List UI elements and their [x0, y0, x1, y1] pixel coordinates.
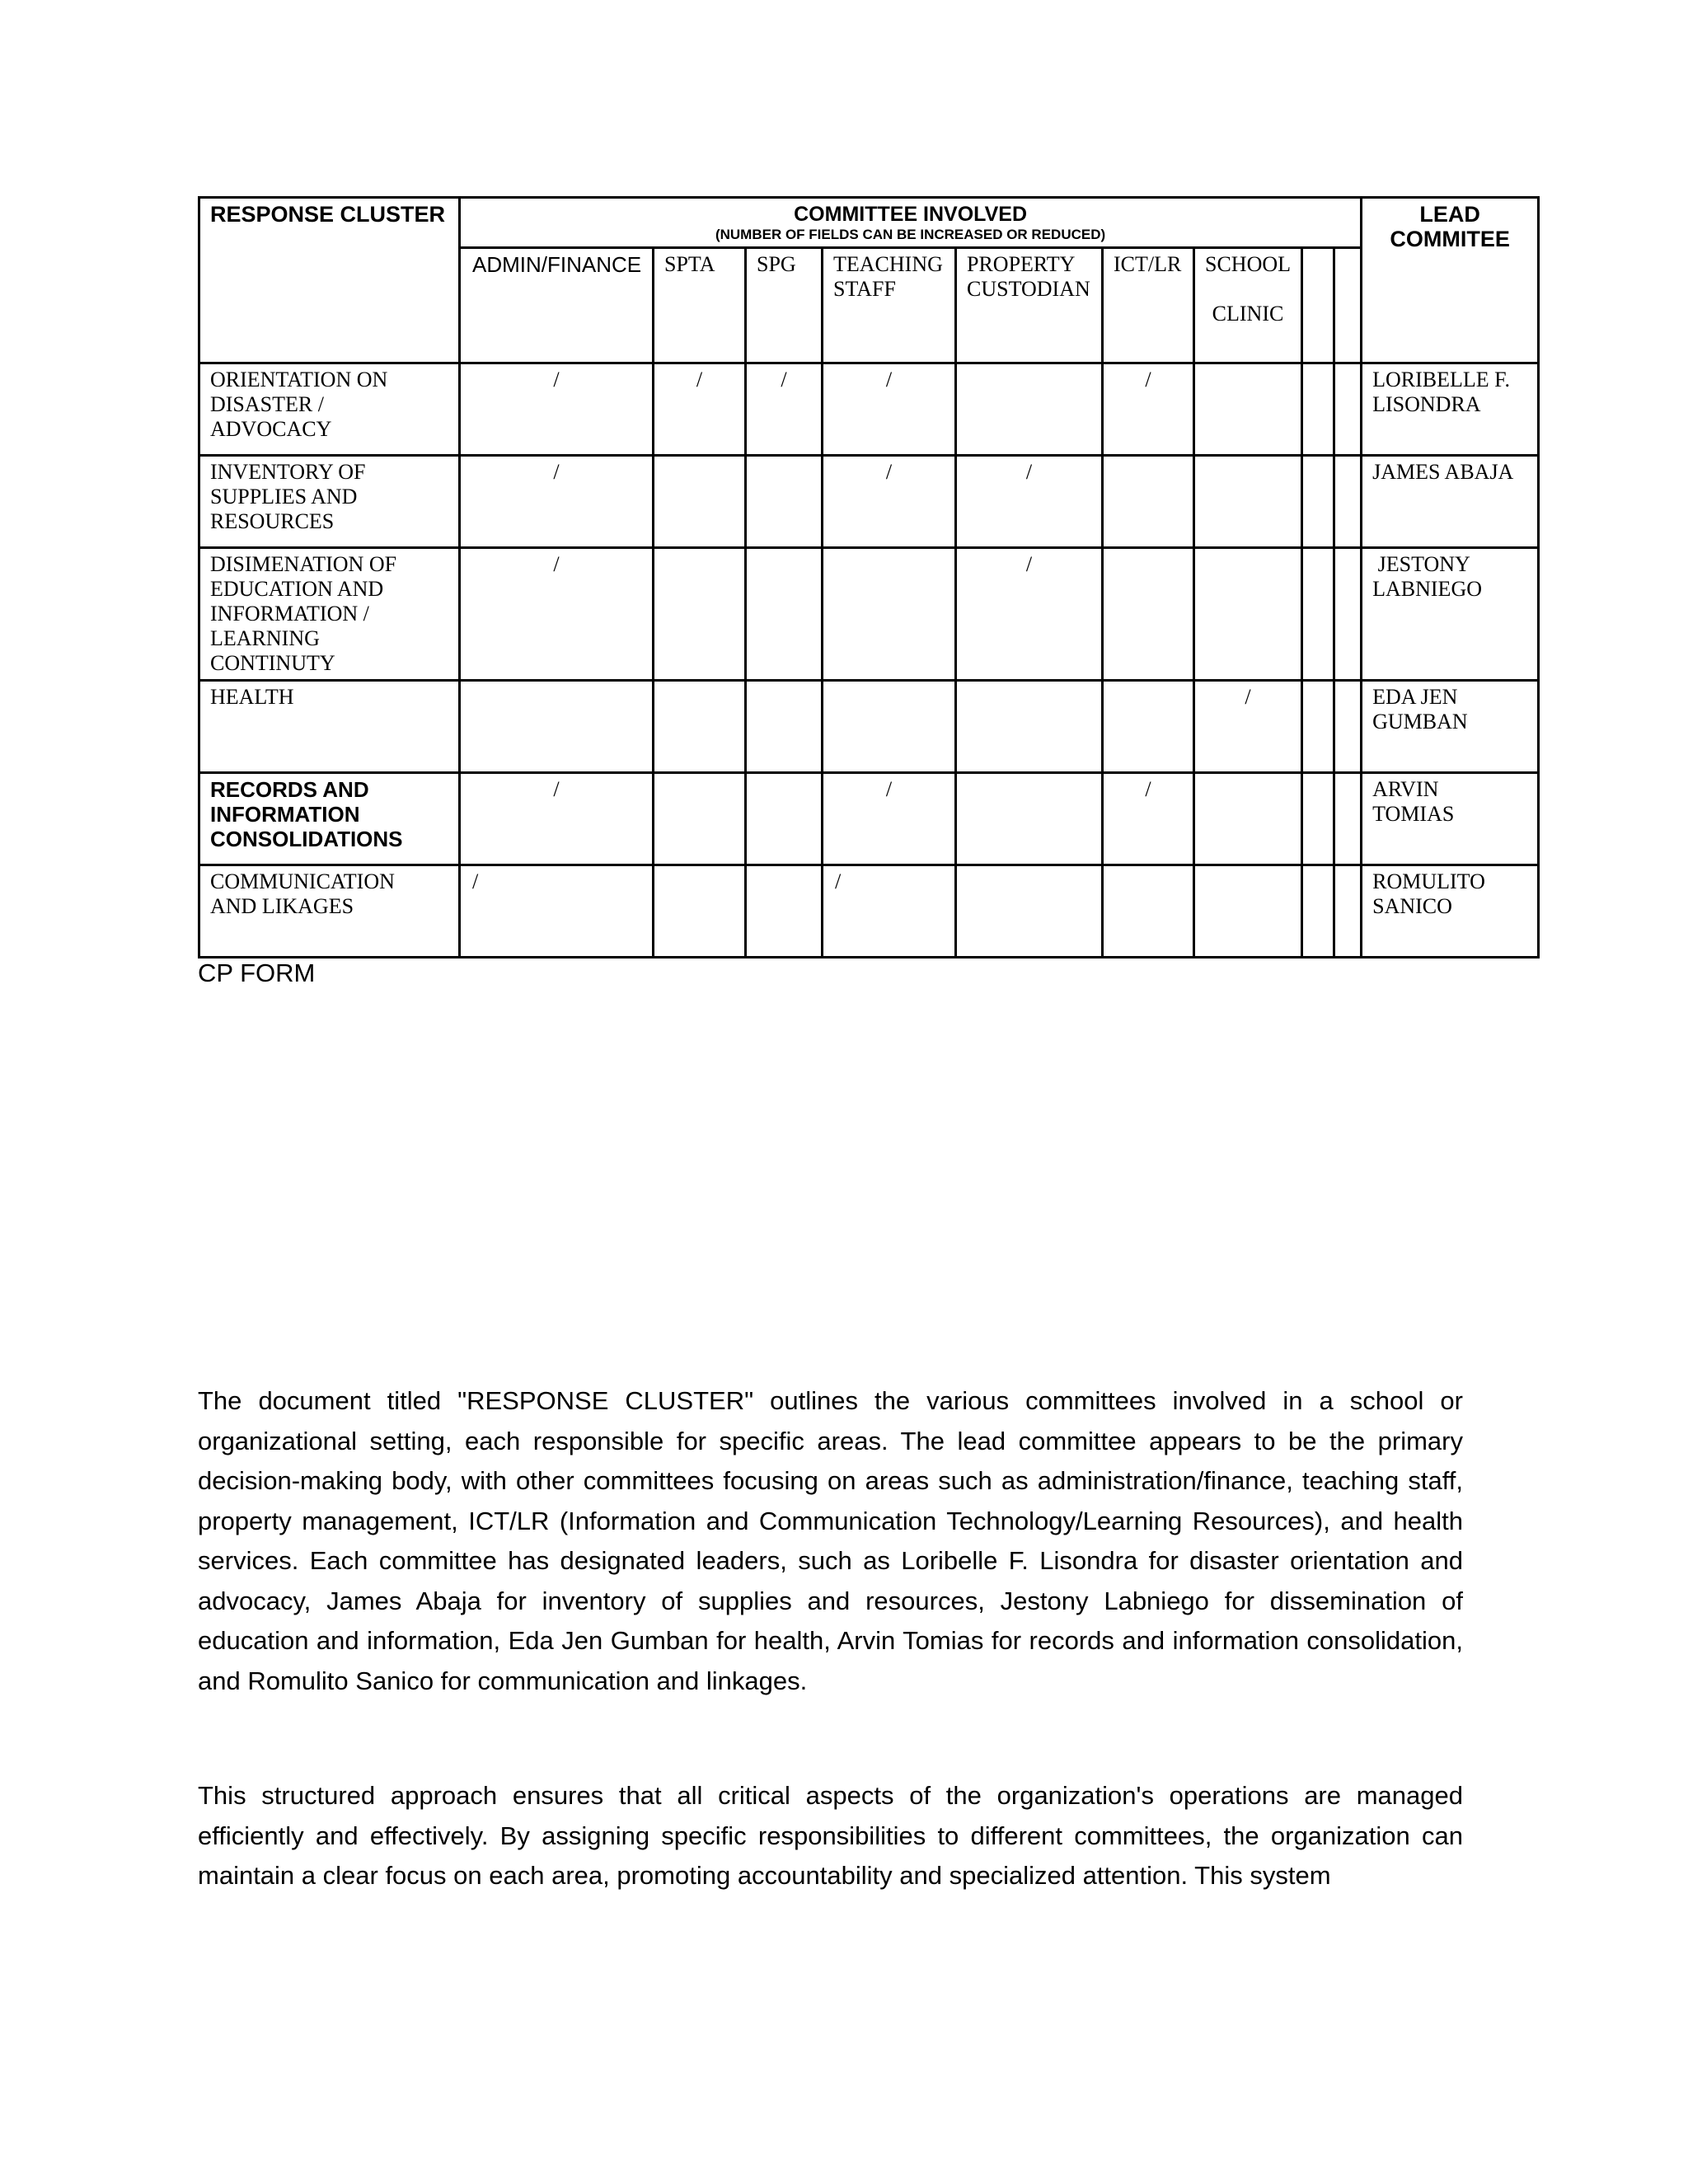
mark-cell — [1103, 548, 1194, 681]
mark-cell — [746, 456, 823, 548]
mark-cell — [654, 865, 746, 958]
response-cluster-table — [198, 196, 1540, 958]
lead-committee-header — [1362, 198, 1539, 363]
committee-involved-title: COMMITTEE INVOLVED — [794, 203, 1027, 226]
committee-teaching-staff — [823, 248, 956, 363]
mark-cell — [1194, 548, 1302, 681]
committee-empty-2 — [1334, 248, 1362, 363]
lead-header-line2: COMMITEE — [1390, 227, 1510, 251]
paragraph-summary: The document titled "RESPONSE CLUSTER" outlines the various committees involved in a school or organizational setting, each responsible for specific areas. The lead committee appears to be the primary decision-making body, with other committees focusing on areas such as administration/finance, teaching staff, property management, ICT/LR (Information and Communication Technology/Learning Resources), and health services. Each committee has designated leaders, such as Loribelle F. Lisondra for disaster orientation and advocacy, James Abaja for inventory of supplies and resources, Jestony Labniego for dissemination of education and information, Eda Jen Gumban for health, Arvin Tomias for records and information consolidation, and Romulito Sanico for communication and linkages. — [198, 1386, 1463, 1695]
mark-cell — [1194, 773, 1302, 865]
mark-cell: / — [1103, 773, 1194, 865]
mark-cell — [823, 681, 956, 773]
mark-cell — [654, 548, 746, 681]
mark-cell — [956, 363, 1103, 456]
table-row — [199, 681, 1539, 773]
table-row — [199, 773, 1539, 865]
cp-form-caption: CP FORM — [198, 958, 316, 987]
mark-cell: / — [460, 456, 654, 548]
mark-cell — [1334, 363, 1362, 456]
lead-cell: EDA JEN GUMBAN — [1362, 681, 1539, 773]
cluster-cell: RECORDS AND INFORMATION CONSOLIDATIONS — [199, 773, 460, 865]
committee-spta: SPTA — [654, 248, 746, 363]
cluster-cell: COMMUNICATION AND LIKAGES — [199, 865, 460, 958]
mark-cell — [1103, 456, 1194, 548]
mark-cell: / — [1194, 681, 1302, 773]
teaching-line1: TEACHING — [833, 252, 943, 276]
cluster-cell: DISIMENATION OF EDUCATION AND INFORMATION / LEARNING CONTINUTY — [199, 548, 460, 681]
table-row — [199, 456, 1539, 548]
mark-cell — [1302, 548, 1334, 681]
mark-cell: / — [823, 363, 956, 456]
mark-cell: / — [460, 548, 654, 681]
mark-cell — [746, 865, 823, 958]
mark-cell — [1302, 865, 1334, 958]
mark-cell — [956, 773, 1103, 865]
mark-cell: / — [460, 363, 654, 456]
committee-empty-1 — [1302, 248, 1334, 363]
property-line1: PROPERTY — [967, 252, 1076, 276]
mark-cell — [746, 548, 823, 681]
lead-cell: JAMES ABAJA — [1362, 456, 1539, 548]
mark-cell — [1302, 681, 1334, 773]
table-row — [199, 363, 1539, 456]
committee-spg: SPG — [746, 248, 823, 363]
mark-cell: / — [823, 456, 956, 548]
mark-cell — [746, 773, 823, 865]
mark-cell — [654, 773, 746, 865]
mark-cell — [1194, 865, 1302, 958]
committee-property-custodian — [956, 248, 1103, 363]
mark-cell: / — [460, 773, 654, 865]
mark-cell — [1334, 681, 1362, 773]
mark-cell — [1194, 363, 1302, 456]
lead-header-line1: LEAD — [1419, 202, 1480, 227]
table-row — [199, 865, 1539, 958]
lead-cell: JESTONY LABNIEGO — [1362, 548, 1539, 681]
mark-cell — [1334, 773, 1362, 865]
committee-admin-finance: ADMIN/FINANCE — [460, 248, 654, 363]
table-row — [199, 548, 1539, 681]
school-line1: SCHOOL — [1205, 252, 1292, 276]
committee-ict-lr: ICT/LR — [1103, 248, 1194, 363]
teaching-line2: STAFF — [833, 277, 896, 301]
committee-involved-header — [460, 198, 1362, 248]
lead-cell: LORIBELLE F. LISONDRA — [1362, 363, 1539, 456]
paragraph-approach: This structured approach ensures that all critical aspects of the organization's operations are managed efficiently and effectively. By assigning specific responsibilities to different committees, the organization can maintain a clear focus on each area, promoting accountability and specialized attention. This system — [198, 1781, 1463, 1890]
mark-cell — [654, 456, 746, 548]
lead-cell: ARVIN TOMIAS — [1362, 773, 1539, 865]
table-header-row — [199, 198, 1539, 248]
mark-cell: / — [823, 865, 956, 958]
mark-cell — [956, 681, 1103, 773]
mark-cell: / — [956, 456, 1103, 548]
mark-cell — [460, 681, 654, 773]
mark-cell — [746, 681, 823, 773]
mark-cell — [1302, 456, 1334, 548]
mark-cell — [1302, 773, 1334, 865]
cluster-cell: ORIENTATION ON DISASTER / ADVOCACY — [199, 363, 460, 456]
lead-cell: ROMULITO SANICO — [1362, 865, 1539, 958]
school-line2: CLINIC — [1212, 302, 1284, 326]
mark-cell — [1302, 363, 1334, 456]
cluster-cell: INVENTORY OF SUPPLIES AND RESOURCES — [199, 456, 460, 548]
mark-cell — [1334, 865, 1362, 958]
property-line2: CUSTODIAN — [967, 277, 1090, 301]
mark-cell — [654, 681, 746, 773]
mark-cell: / — [823, 773, 956, 865]
cluster-cell: HEALTH — [199, 681, 460, 773]
mark-cell: / — [956, 548, 1103, 681]
committee-involved-note: (NUMBER OF FIELDS CAN BE INCREASED OR REDUCED) — [715, 227, 1106, 242]
mark-cell — [1103, 865, 1194, 958]
mark-cell — [1334, 456, 1362, 548]
committee-school-clinic — [1194, 248, 1302, 363]
mark-cell: / — [460, 865, 654, 958]
mark-cell — [1194, 456, 1302, 548]
mark-cell — [1334, 548, 1362, 681]
mark-cell — [956, 865, 1103, 958]
mark-cell: / — [654, 363, 746, 456]
mark-cell — [823, 548, 956, 681]
mark-cell: / — [746, 363, 823, 456]
mark-cell: / — [1103, 363, 1194, 456]
mark-cell — [1103, 681, 1194, 773]
response-cluster-header: RESPONSE CLUSTER — [199, 198, 460, 363]
